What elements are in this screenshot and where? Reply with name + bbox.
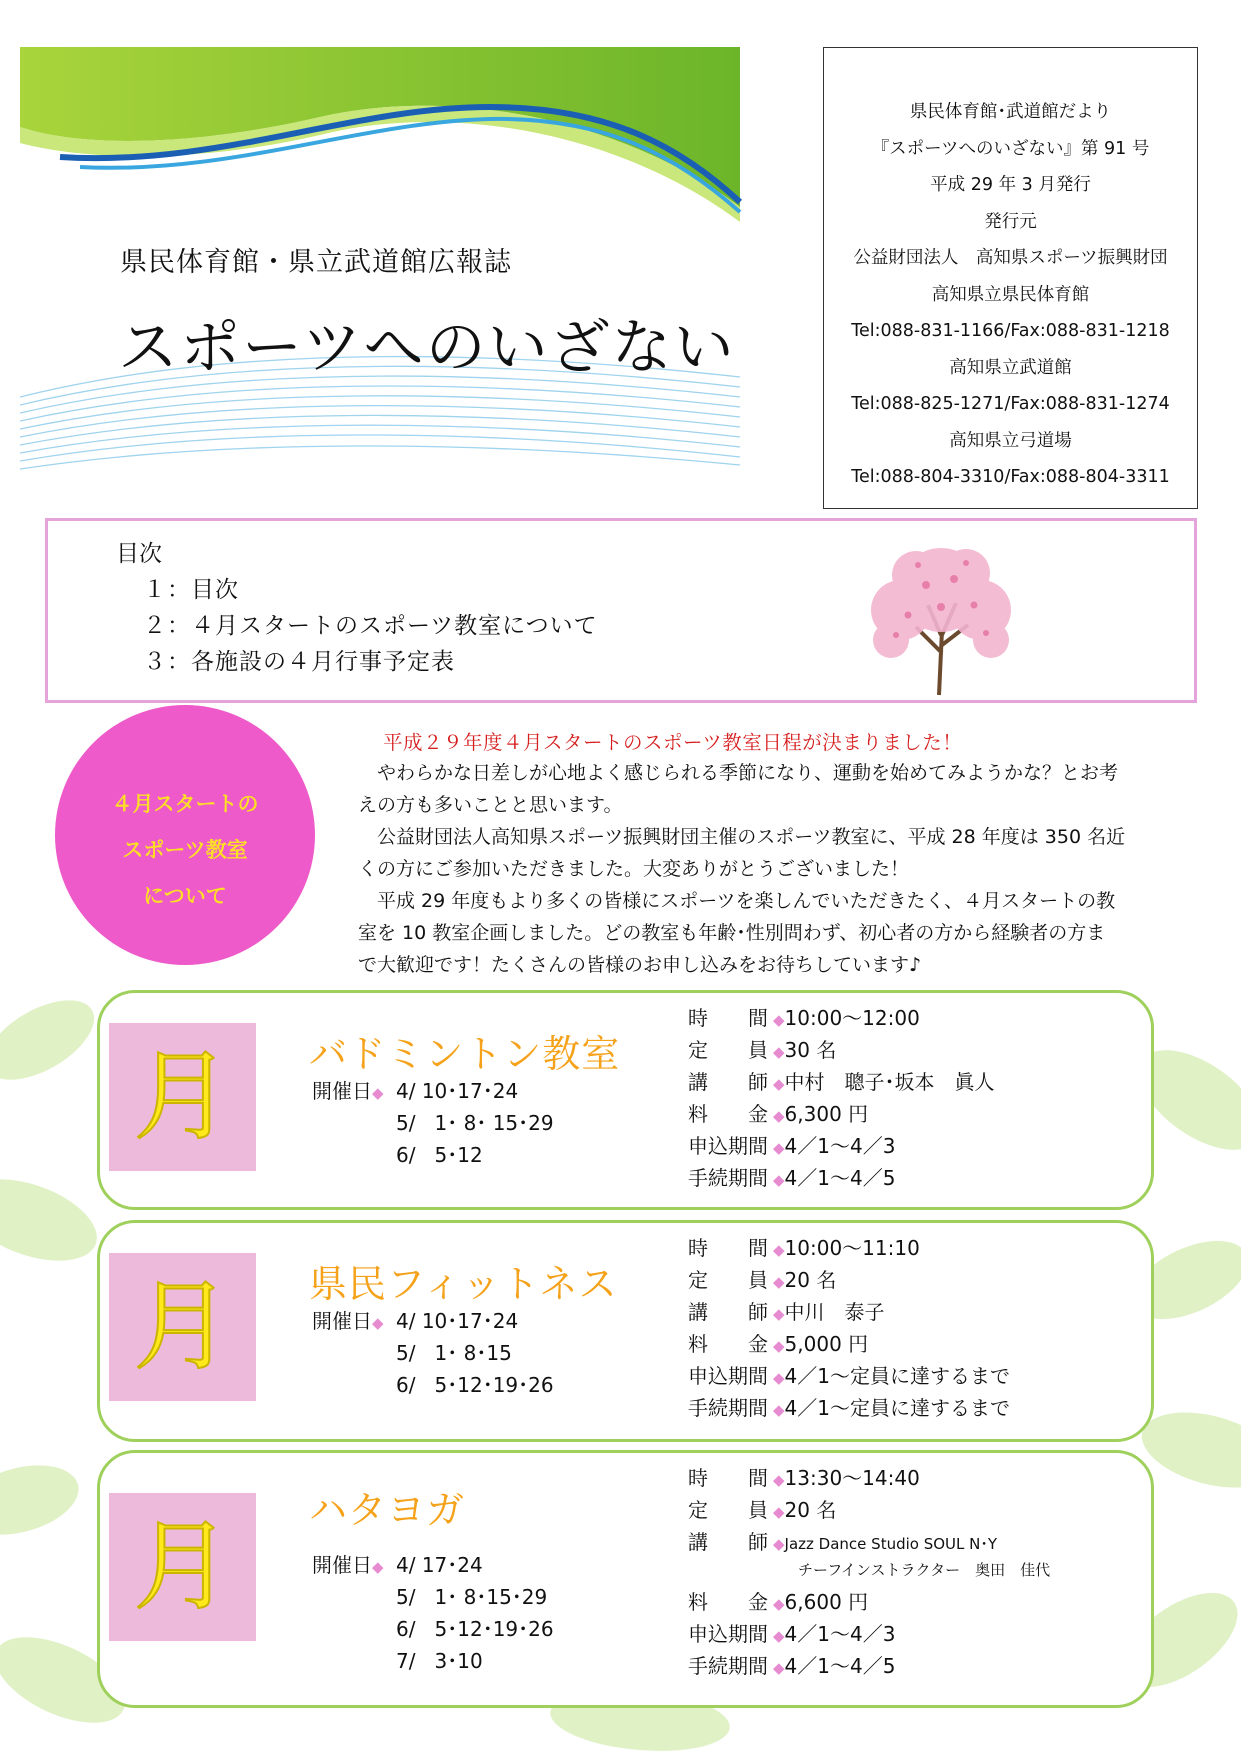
info-line: Tel:088-831-1166/Fax:088-831-1218 [851, 321, 1170, 341]
detail-row: 料 金 ◆6,300 円 [688, 1102, 869, 1126]
detail-row: 講 師 ◆中川 泰子 [688, 1300, 885, 1324]
toc-item[interactable]: ３：各施設の４月行事予定表 [143, 649, 455, 675]
date-row: 4/ 10･17･24 [396, 1309, 519, 1333]
date-row: 5/ 1･ 8･ 15･29 [396, 1111, 554, 1135]
info-line: 高知県立武道館 [949, 357, 1072, 378]
date-row: 6/ 5･12 [396, 1143, 483, 1167]
header-subtitle: 県民体育館・県立武道館広報誌 [120, 247, 512, 278]
date-row: 6/ 5･12･19･26 [396, 1617, 554, 1641]
weekday-badge: 月 [109, 1493, 256, 1641]
date-row: 4/ 10･17･24 [396, 1079, 519, 1103]
class-card-hatha-yoga [97, 1450, 1154, 1708]
info-line: 県民体育館･武道館だより [909, 102, 1112, 122]
toc-title: 目次 [116, 541, 162, 567]
toc-item[interactable]: ２：４月スタートのスポーツ教室について [143, 613, 598, 639]
info-line: Tel:088-804-3310/Fax:088-804-3311 [851, 467, 1170, 487]
intro-paragraph: やわらかな日差しが心地よく感じられる季節になり、運動を始めてみようかな？とお考 [358, 762, 1119, 784]
intro-paragraph: 公益財団法人高知県スポーツ振興財団主催のスポーツ教室に、平成 28 年度は 350 名近 [358, 826, 1126, 848]
detail-row: 申込期間 ◆4／1～定員に達するまで [688, 1364, 1010, 1388]
toc-item[interactable]: １：目次 [143, 577, 239, 603]
intro-headline: 平成２９年度４月スタートのスポーツ教室日程が決まりました！ [383, 731, 963, 754]
info-line: 高知県立県民体育館 [931, 284, 1090, 305]
date-label: 開催日◆ [312, 1309, 384, 1333]
detail-row: チーフインストラクター 奥田 佳代 [798, 1561, 1051, 1579]
detail-row: 手続期間 ◆4／1～4／5 [688, 1654, 896, 1678]
cherry-tree-illustration [856, 535, 1026, 700]
info-line: 発行元 [984, 211, 1037, 232]
info-line: 平成 29 年 3 月発行 [930, 175, 1091, 195]
topic-badge [55, 705, 315, 965]
detail-row: 手続期間 ◆4／1～定員に達するまで [688, 1396, 1010, 1420]
date-label: 開催日◆ [312, 1079, 384, 1103]
class-name: 県民フィットネス [309, 1262, 618, 1306]
detail-row: 時 間 ◆10:00～11:10 [688, 1236, 920, 1260]
detail-row: 講 師 ◆中村 聰子･坂本 眞人 [688, 1070, 995, 1094]
class-card-fitness [97, 1220, 1154, 1442]
class-name: バドミントン教室 [309, 1032, 621, 1076]
detail-row: 申込期間 ◆4／1～4／3 [688, 1622, 896, 1646]
date-row: 5/ 1･ 8･15 [396, 1341, 512, 1365]
date-row: 7/ 3･10 [396, 1649, 483, 1673]
page-title: スポーツへのいざない [118, 313, 736, 383]
badge-line: スポーツ教室 [122, 838, 248, 862]
detail-row: 講 師 ◆Jazz Dance Studio SOUL N･Y [688, 1530, 998, 1554]
intro-paragraph: 平成 29 年度もより多くの皆様にスポーツを楽しんでいただきたく、４月スタートの教 [358, 890, 1116, 912]
weekday-badge: 月 [109, 1253, 256, 1401]
detail-row: 時 間 ◆13:30～14:40 [688, 1466, 920, 1490]
detail-row: 手続期間 ◆4／1～4／5 [688, 1166, 896, 1190]
publication-info [823, 47, 1198, 509]
badge-line: ４月スタートの [111, 792, 259, 816]
detail-row: 定 員 ◆30 名 [688, 1038, 837, 1062]
class-name: ハタヨガ [309, 1488, 466, 1532]
intro-paragraph: 室を 10 教室企画しました。どの教室も年齢･性別問わず、初心者の方から経験者の方ま [358, 922, 1106, 944]
detail-row: 料 金 ◆5,000 円 [688, 1332, 869, 1356]
info-line: 高知県立弓道場 [949, 430, 1072, 451]
info-line: 『スポーツへのいざない』第 91 号 [871, 138, 1150, 159]
detail-row: 定 員 ◆20 名 [688, 1268, 837, 1292]
intro-paragraph: で大歓迎です！たくさんの皆様のお申し込みをお待ちしています♪ [358, 954, 922, 976]
table-of-contents [45, 518, 1197, 703]
intro-paragraph: えの方も多いことと思います。 [358, 794, 623, 816]
date-row: 5/ 1･ 8･15･29 [396, 1585, 548, 1609]
date-row: 4/ 17･24 [396, 1553, 483, 1577]
class-card-badminton [97, 990, 1154, 1210]
info-line: Tel:088-825-1271/Fax:088-831-1274 [851, 394, 1170, 414]
weekday-badge: 月 [109, 1023, 256, 1171]
info-line: 公益財団法人 高知県スポーツ振興財団 [853, 248, 1168, 268]
intro-paragraph: くの方にご参加いただきました。大変ありがとうございました！ [358, 858, 910, 880]
date-label: 開催日◆ [312, 1553, 384, 1577]
detail-row: 定 員 ◆20 名 [688, 1498, 837, 1522]
detail-row: 申込期間 ◆4／1～4／3 [688, 1134, 896, 1158]
badge-line: について [143, 884, 227, 908]
detail-row: 料 金 ◆6,600 円 [688, 1590, 869, 1614]
detail-row: 時 間 ◆10:00～12:00 [688, 1006, 920, 1030]
date-row: 6/ 5･12･19･26 [396, 1373, 554, 1397]
